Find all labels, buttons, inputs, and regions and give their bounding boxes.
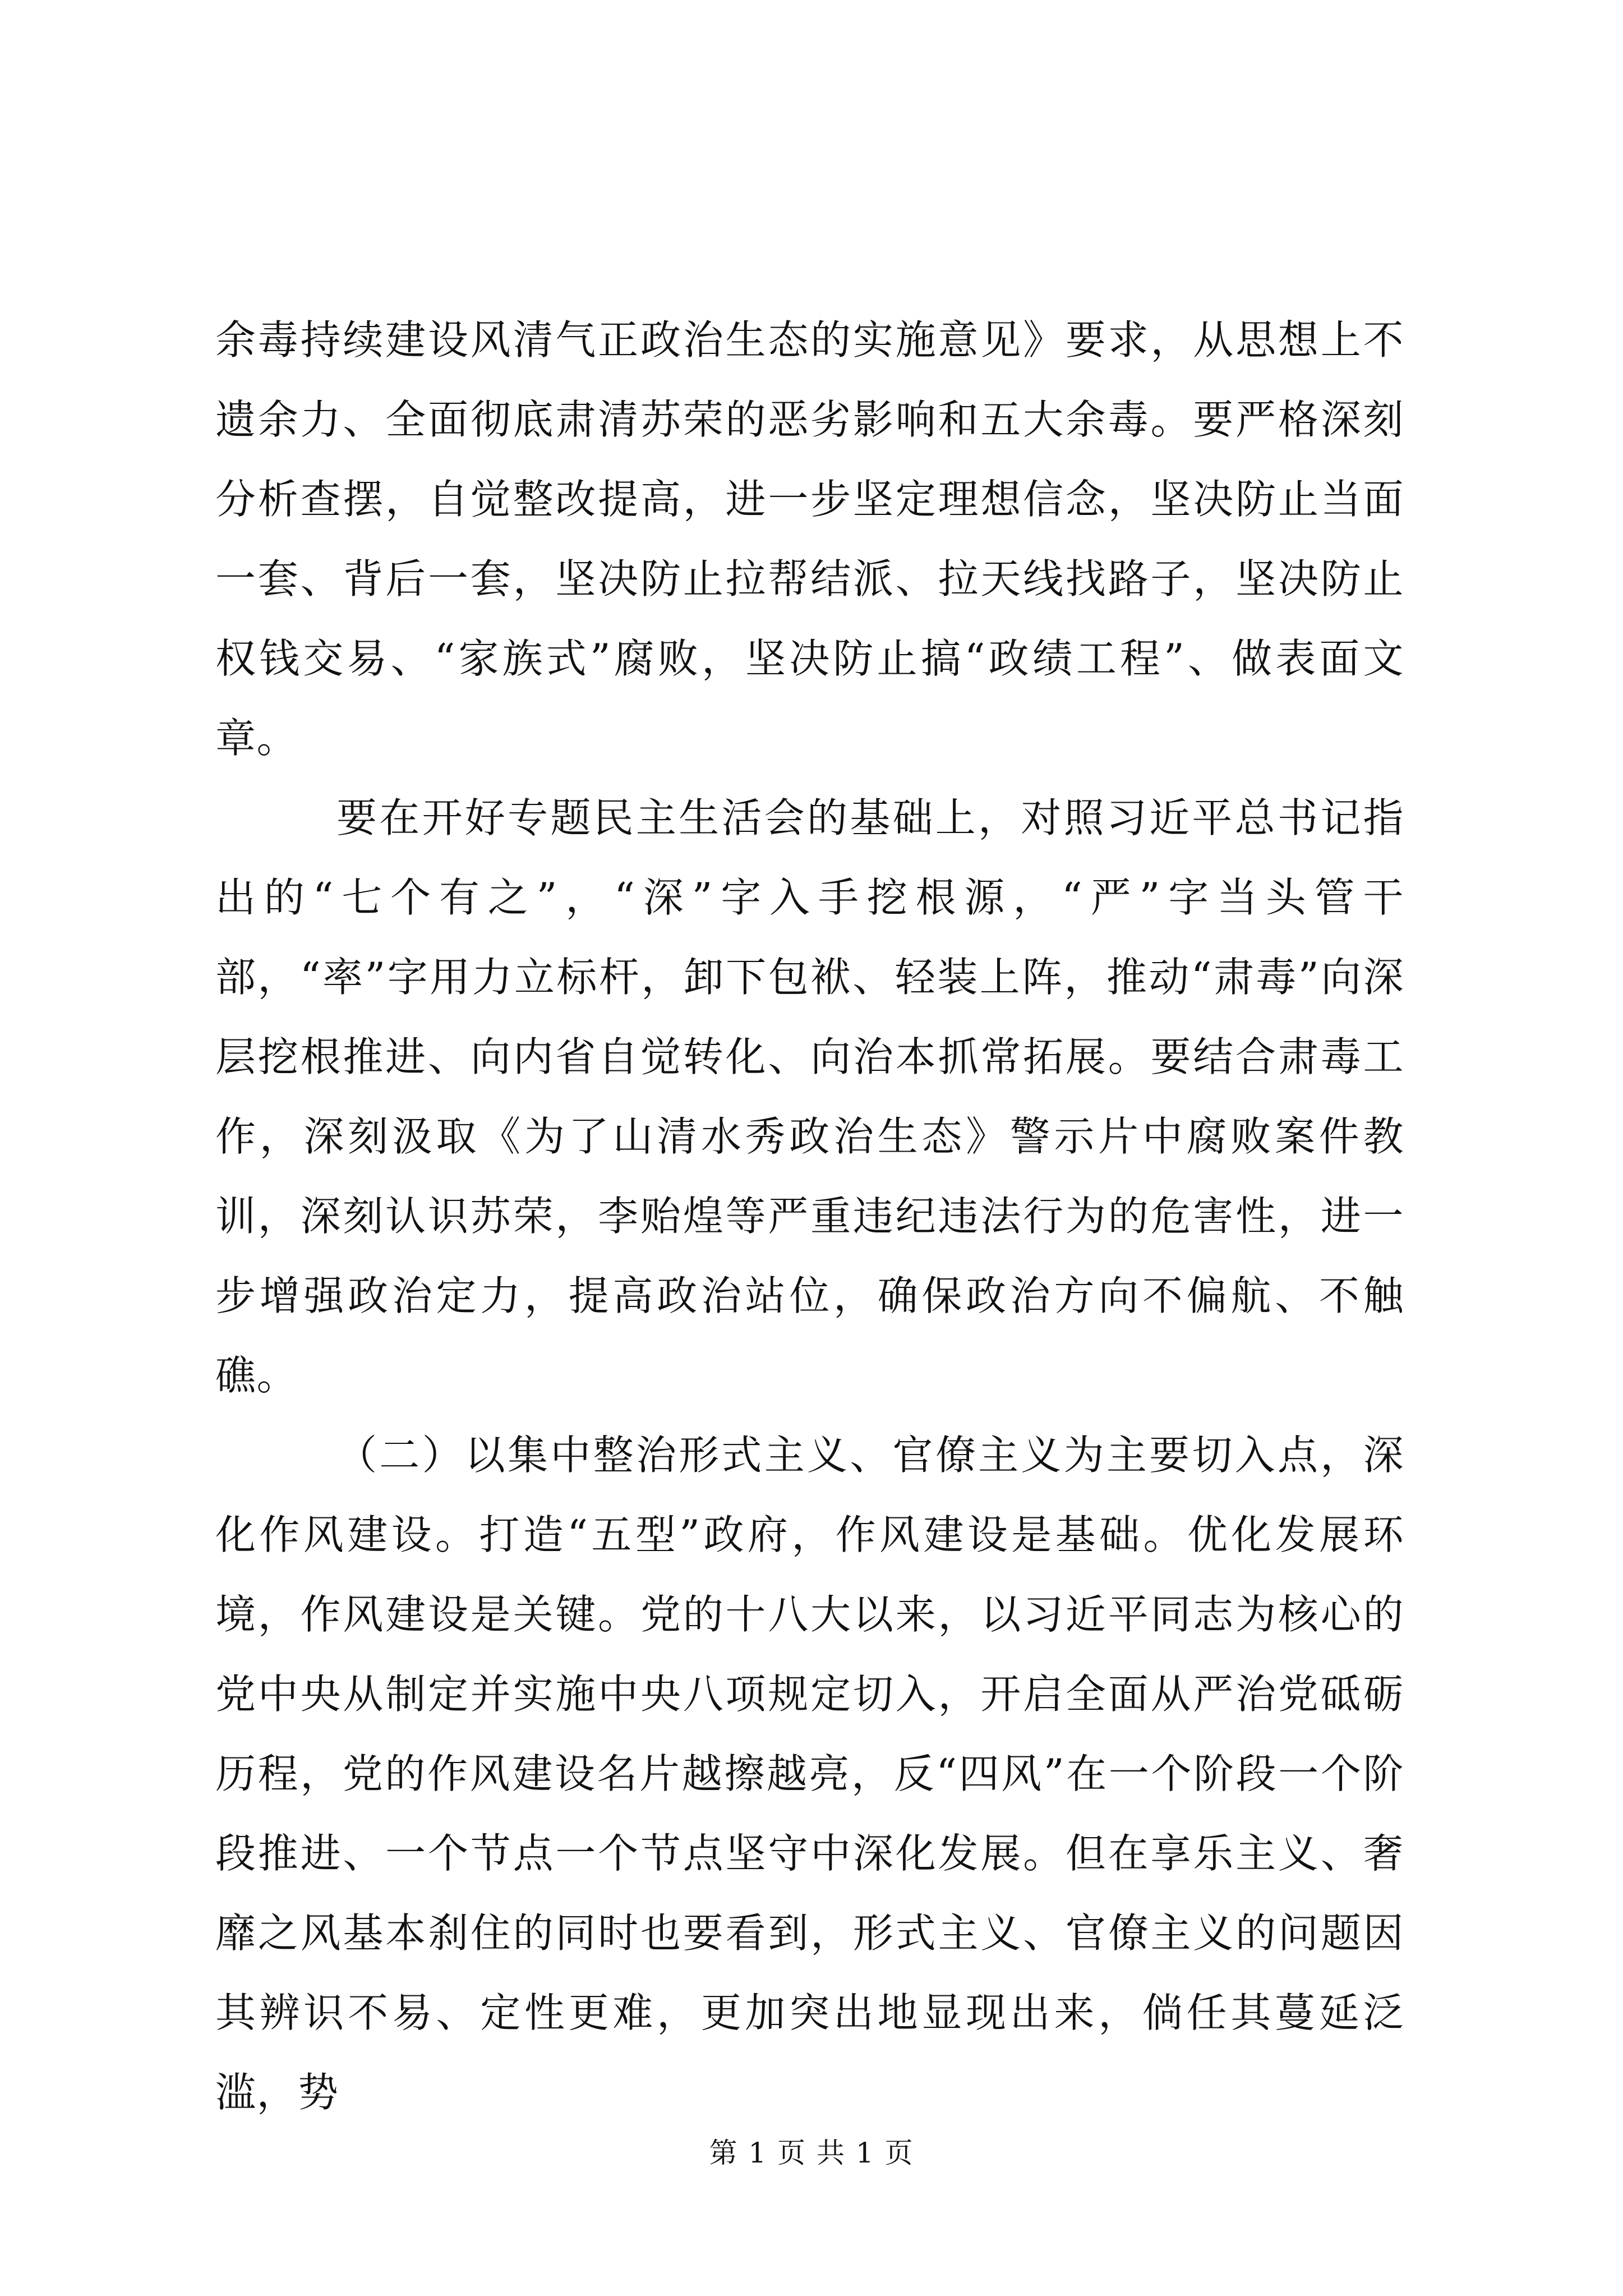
- paragraph-1: 余毒持续建设风清气正政治生态的实施意见》要求，从思想上不遗余力、全面彻底肃清苏荣的恶劣影响和五大余毒。要严格深刻分析查摆，自觉整改提高，进一步坚定理想信念，坚决防止当面一套、背后一套，坚决防止拉帮结派、拉天线找路子，坚决防止权钱交易、“家族式”腐败，坚决防止搞“政绩工程”、做表面文章。: [215, 316, 1404, 762]
- page-number-label: 第 1 页 共 1 页: [709, 2137, 914, 2169]
- paragraph-3: （二）以集中整治形式主义、官僚主义为主要切入点，深化作风建设。打造“五型”政府，作风建设是基础。优化发展环境，作风建设是关键。党的十八大以来，以习近平同志为核心的党中央从制定并实施中央八项规定切入，开启全面从严治党砥砺历程，党的作风建设名片越擦越亮，反“四风”在一个阶段一个阶段推进、一个节点一个节点坚守中深化发展。但在享乐主义、奢靡之风基本刹住的同时也要看到，形式主义、官僚主义的问题因其辨识不易、定性更难，更加突出地显现出来，倘任其蔓延泛滥，势: [215, 1432, 1404, 2116]
- document-body: [215, 300, 1404, 2132]
- page-footer: [0, 2131, 1623, 2171]
- paragraph-2: 要在开好专题民主生活会的基础上，对照习近平总书记指出的“七个有之”，“深”字入手挖根源，“严”字当头管干部，“率”字用力立标杆，卸下包袱、轻装上阵，推动“肃毒”向深层挖根推进、向内省自觉转化、向治本抓常拓展。要结合肃毒工作，深刻汲取《为了山清水秀政治生态》警示片中腐败案件教训，深刻认识苏荣，李贻煌等严重违纪违法行为的危害性，进一步增强政治定力，提高政治站位，确保政治方向不偏航、不触礁。: [215, 794, 1404, 1399]
